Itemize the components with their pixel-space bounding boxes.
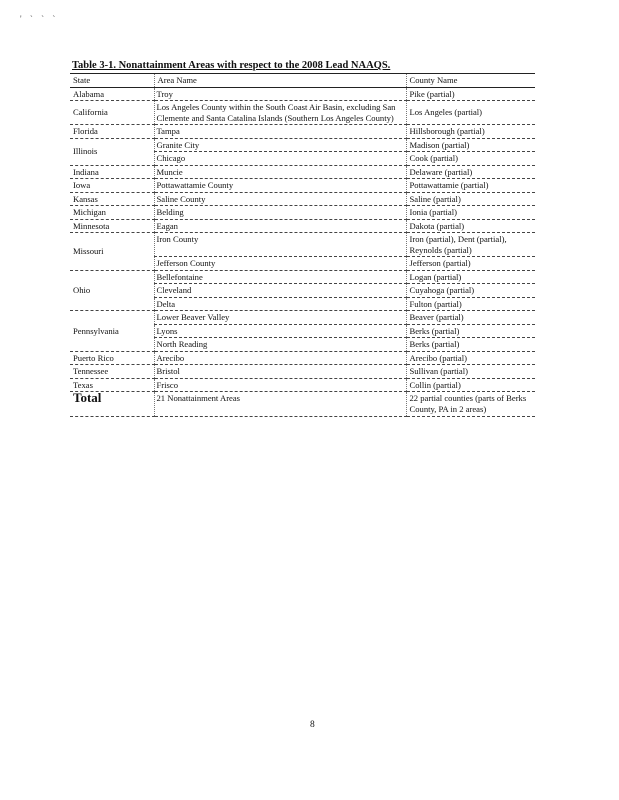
area-cell: Frisco <box>154 378 406 392</box>
state-cell: Minnesota <box>70 219 154 233</box>
area-cell: Granite City <box>154 138 406 152</box>
area-cell: Jefferson County <box>154 257 406 271</box>
table-row <box>70 138 535 152</box>
area-cell: Lower Beaver Valley <box>154 311 406 325</box>
county-cell: Ionia (partial) <box>406 206 535 220</box>
area-cell: Eagan <box>154 219 406 233</box>
table-row <box>70 125 535 139</box>
table-row <box>70 87 535 101</box>
state-cell: Illinois <box>70 138 154 165</box>
table-row <box>70 219 535 233</box>
area-cell: Bristol <box>154 365 406 379</box>
state-cell: Florida <box>70 125 154 139</box>
county-cell: Fulton (partial) <box>406 297 535 311</box>
area-cell: Delta <box>154 297 406 311</box>
state-cell: Michigan <box>70 206 154 220</box>
table-row <box>70 165 535 179</box>
column-header-state: State <box>70 74 154 88</box>
area-cell: Los Angeles County within the South Coast Air Basin, excluding San Clemente and Santa Catalina Islands (Southern Los Angeles County) <box>154 101 406 125</box>
county-cell: Hillsborough (partial) <box>406 125 535 139</box>
county-cell: Sullivan (partial) <box>406 365 535 379</box>
county-cell: Los Angeles (partial) <box>406 101 535 125</box>
scan-artifact: ' ` ` ` <box>20 14 59 24</box>
table-row <box>70 365 535 379</box>
county-cell: Collin (partial) <box>406 378 535 392</box>
table-row <box>70 351 535 365</box>
area-cell: Pottawattamie County <box>154 179 406 193</box>
state-cell: Pennsylvania <box>70 311 154 352</box>
area-cell: Bellefontaine <box>154 270 406 284</box>
table-row <box>70 179 535 193</box>
area-cell: Chicago <box>154 152 406 166</box>
county-cell: Madison (partial) <box>406 138 535 152</box>
table-title: Table 3-1. Nonattainment Areas with respect to the 2008 Lead NAAQS. <box>72 60 391 71</box>
state-cell: Alabama <box>70 87 154 101</box>
area-cell: Arecibo <box>154 351 406 365</box>
nonattainment-table <box>70 73 535 417</box>
area-cell: Lyons <box>154 324 406 338</box>
county-cell: Arecibo (partial) <box>406 351 535 365</box>
state-cell: Ohio <box>70 270 154 311</box>
county-cell: Saline (partial) <box>406 192 535 206</box>
state-cell: Texas <box>70 378 154 392</box>
county-cell: Berks (partial) <box>406 338 535 352</box>
state-cell: Puerto Rico <box>70 351 154 365</box>
total-county-cell: 22 partial counties (parts of Berks County, PA in 2 areas) <box>406 392 535 417</box>
area-cell: Tampa <box>154 125 406 139</box>
table-header-row <box>70 74 535 88</box>
area-cell: Muncie <box>154 165 406 179</box>
total-area-cell: 21 Nonattainment Areas <box>154 392 406 417</box>
table-row <box>70 270 535 284</box>
state-cell: California <box>70 101 154 125</box>
county-cell: Logan (partial) <box>406 270 535 284</box>
county-cell: Dakota (partial) <box>406 219 535 233</box>
table-row <box>70 378 535 392</box>
county-cell: Iron (partial), Dent (partial), Reynolds (partial) <box>406 233 535 257</box>
area-cell: Belding <box>154 206 406 220</box>
table-row <box>70 192 535 206</box>
county-cell: Pike (partial) <box>406 87 535 101</box>
total-row <box>70 392 535 417</box>
total-label: Total <box>73 391 102 405</box>
county-cell: Berks (partial) <box>406 324 535 338</box>
table-row <box>70 101 535 125</box>
column-header-area: Area Name <box>154 74 406 88</box>
table-row <box>70 206 535 220</box>
county-cell: Pottawattamie (partial) <box>406 179 535 193</box>
state-cell: Indiana <box>70 165 154 179</box>
table-row <box>70 311 535 325</box>
county-cell: Jefferson (partial) <box>406 257 535 271</box>
total-label-cell <box>70 392 154 417</box>
area-cell: Cleveland <box>154 284 406 298</box>
column-header-county: County Name <box>406 74 535 88</box>
state-cell: Iowa <box>70 179 154 193</box>
county-cell: Beaver (partial) <box>406 311 535 325</box>
area-cell: Saline County <box>154 192 406 206</box>
area-cell: Iron County <box>154 233 406 257</box>
state-cell: Kansas <box>70 192 154 206</box>
page-number: 8 <box>310 720 315 730</box>
area-cell: Troy <box>154 87 406 101</box>
county-cell: Cuyahoga (partial) <box>406 284 535 298</box>
area-cell: North Reading <box>154 338 406 352</box>
state-cell: Missouri <box>70 233 154 271</box>
county-cell: Delaware (partial) <box>406 165 535 179</box>
county-cell: Cook (partial) <box>406 152 535 166</box>
state-cell: Tennessee <box>70 365 154 379</box>
table-row <box>70 233 535 257</box>
